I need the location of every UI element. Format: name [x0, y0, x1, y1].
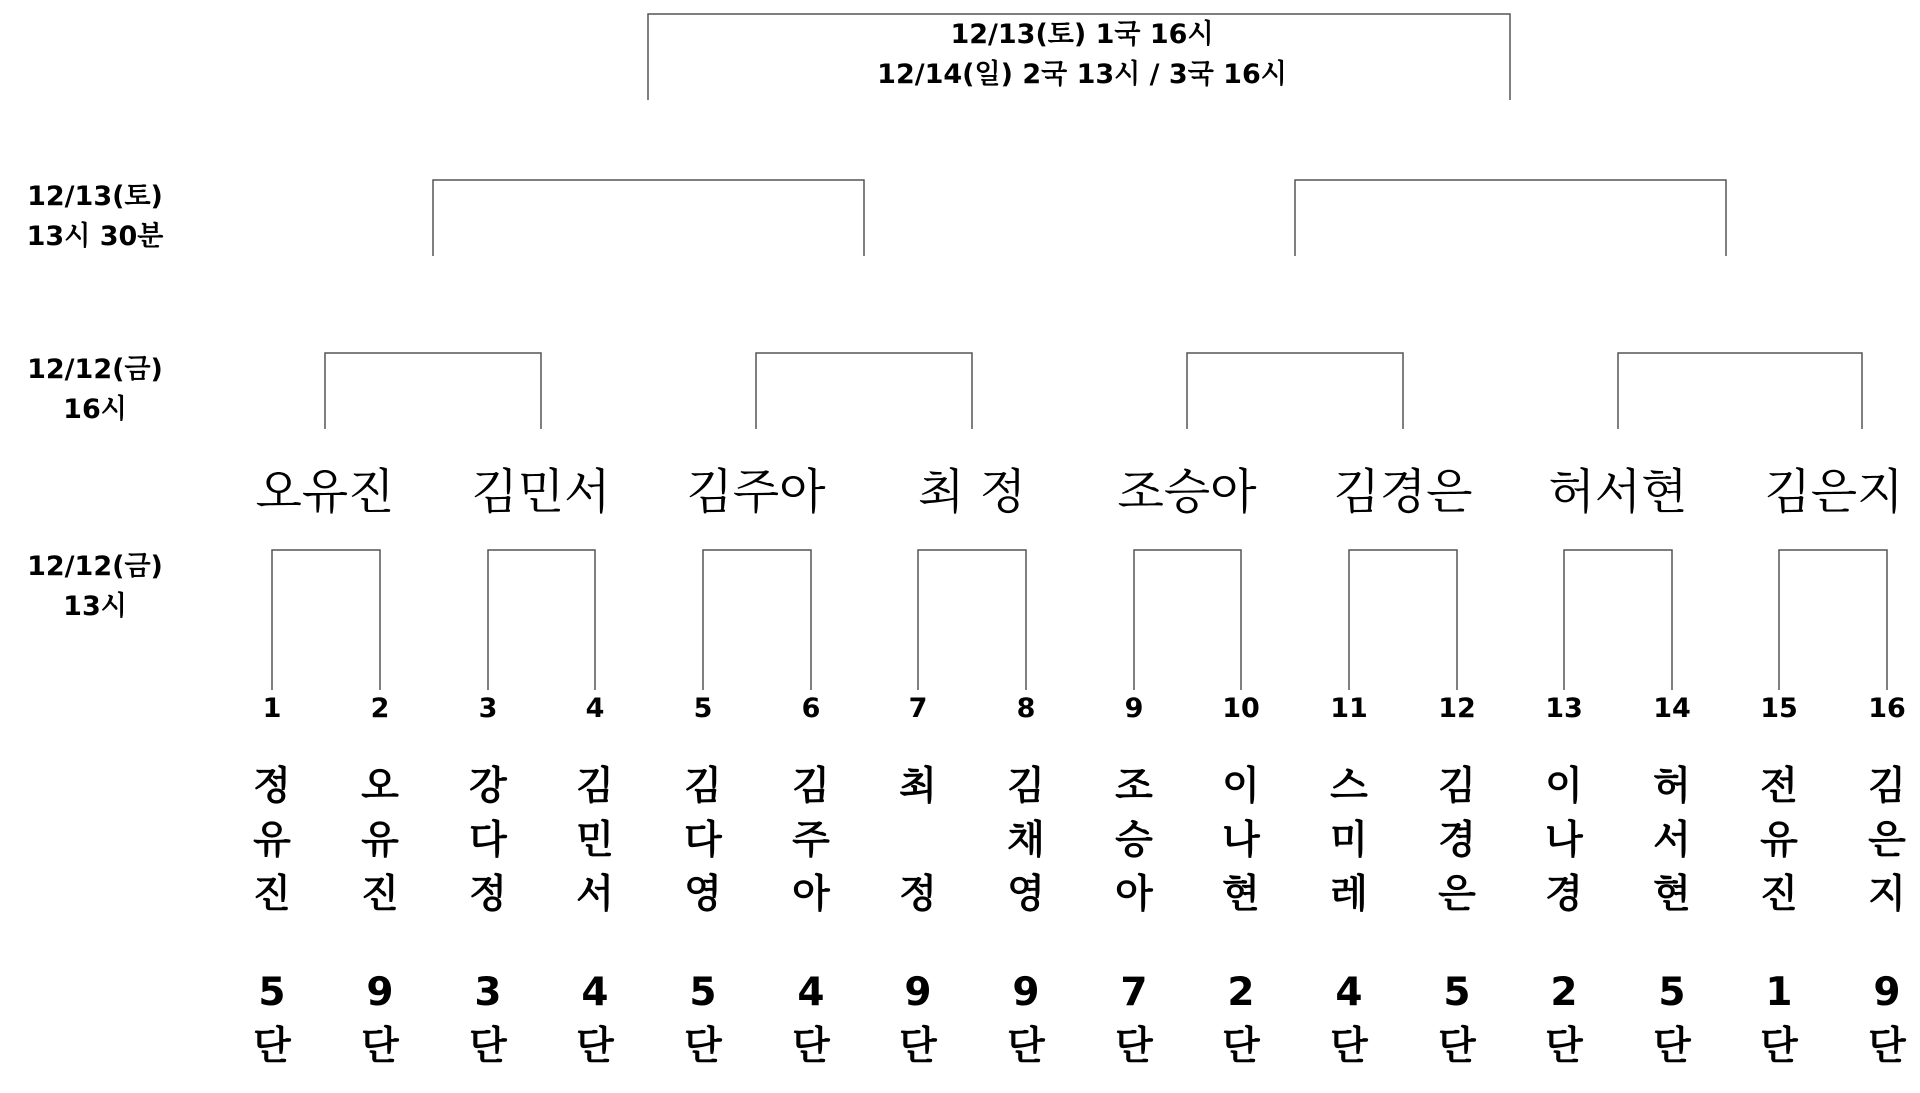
player-name: 전 유 진	[1760, 764, 1798, 917]
round16-time: 13시	[63, 591, 127, 622]
player-rank: 7 단	[1115, 970, 1153, 1069]
semifinal-bracket-right	[1295, 180, 1726, 256]
semifinal-date: 12/13(토)	[27, 181, 163, 212]
player-name: 최 정	[899, 764, 937, 917]
player-rank: 3 단	[469, 970, 507, 1069]
player-name: 김 다 영	[684, 764, 722, 917]
round16-bracket-6	[1349, 550, 1457, 690]
final-schedule	[652, 15, 1512, 95]
seed-number: 4	[585, 693, 605, 724]
seed-number: 15	[1760, 693, 1798, 724]
seed-number: 14	[1653, 693, 1691, 724]
quarterfinal-date: 12/12(금)	[27, 354, 163, 385]
player-name: 김 주 아	[792, 764, 830, 917]
round16-bracket-5	[1134, 550, 1241, 690]
player-name: 허 서 현	[1653, 764, 1691, 917]
semifinal-time-label	[15, 177, 175, 257]
quarterfinal-bracket-2	[756, 353, 972, 429]
seed-number: 9	[1124, 693, 1144, 724]
final-schedule-line1: 12/13(토) 1국 16시	[950, 19, 1214, 50]
seed-number: 5	[693, 693, 713, 724]
player-rank: 9 단	[1868, 970, 1906, 1069]
quarterfinalist-name: 김민서	[471, 464, 611, 520]
player-rank: 5 단	[253, 970, 291, 1069]
player-rank: 2 단	[1222, 970, 1260, 1069]
quarterfinal-bracket-4	[1618, 353, 1862, 429]
player-rank: 5 단	[684, 970, 722, 1069]
semifinal-time: 13시 30분	[26, 221, 164, 252]
player-name: 김 경 은	[1438, 764, 1476, 917]
round16-date: 12/12(금)	[27, 551, 163, 582]
quarterfinal-bracket-1	[325, 353, 541, 429]
seed-number: 16	[1868, 693, 1906, 724]
player-name: 김 민 서	[576, 764, 614, 917]
semifinal-bracket-left	[433, 180, 864, 256]
quarterfinalist-name: 김은지	[1764, 464, 1904, 520]
quarterfinalist-name: 오유진	[255, 464, 395, 520]
player-name: 김 채 영	[1007, 764, 1045, 917]
seed-number: 10	[1222, 693, 1260, 724]
quarterfinalist-name: 최 정	[918, 464, 1026, 520]
seed-number: 2	[370, 693, 390, 724]
player-rank: 4 단	[576, 970, 614, 1069]
player-rank: 4 단	[1330, 970, 1368, 1069]
player-rank: 2 단	[1545, 970, 1583, 1069]
round16-bracket-8	[1779, 550, 1887, 690]
round16-bracket-2	[488, 550, 595, 690]
player-rank: 5 단	[1438, 970, 1476, 1069]
player-name: 강 다 정	[469, 764, 507, 917]
player-name: 이 나 경	[1545, 764, 1583, 917]
final-schedule-line2: 12/14(일) 2국 13시 / 3국 16시	[877, 59, 1287, 90]
seed-number: 12	[1438, 693, 1476, 724]
player-rank: 9 단	[899, 970, 937, 1069]
seed-number: 1	[262, 693, 282, 724]
player-name: 오 유 진	[361, 764, 399, 917]
player-rank: 4 단	[792, 970, 830, 1069]
quarterfinalist-name: 조승아	[1117, 464, 1257, 520]
round16-bracket-4	[918, 550, 1026, 690]
round16-bracket-1	[272, 550, 380, 690]
seed-number: 3	[478, 693, 498, 724]
player-rank: 9 단	[361, 970, 399, 1069]
player-rank: 5 단	[1653, 970, 1691, 1069]
seed-number: 7	[908, 693, 928, 724]
player-rank: 9 단	[1007, 970, 1045, 1069]
seed-number: 6	[801, 693, 821, 724]
player-name: 스 미 레	[1330, 764, 1368, 917]
quarterfinalist-name: 김경은	[1333, 464, 1473, 520]
player-name: 정 유 진	[253, 764, 291, 917]
quarterfinalist-name: 허서현	[1548, 464, 1688, 520]
seed-number: 13	[1545, 693, 1583, 724]
quarterfinal-bracket-3	[1187, 353, 1403, 429]
seed-number: 11	[1330, 693, 1368, 724]
player-rank: 1 단	[1760, 970, 1798, 1069]
seed-number: 8	[1016, 693, 1036, 724]
round16-time-label	[15, 547, 175, 627]
round16-bracket-7	[1564, 550, 1672, 690]
quarterfinalist-name: 김주아	[686, 464, 826, 520]
round16-bracket-3	[703, 550, 811, 690]
player-name: 이 나 현	[1222, 764, 1260, 917]
quarterfinal-time: 16시	[63, 394, 127, 425]
quarterfinal-time-label	[15, 350, 175, 430]
player-name: 조 승 아	[1115, 764, 1153, 917]
player-name: 김 은 지	[1868, 764, 1906, 917]
